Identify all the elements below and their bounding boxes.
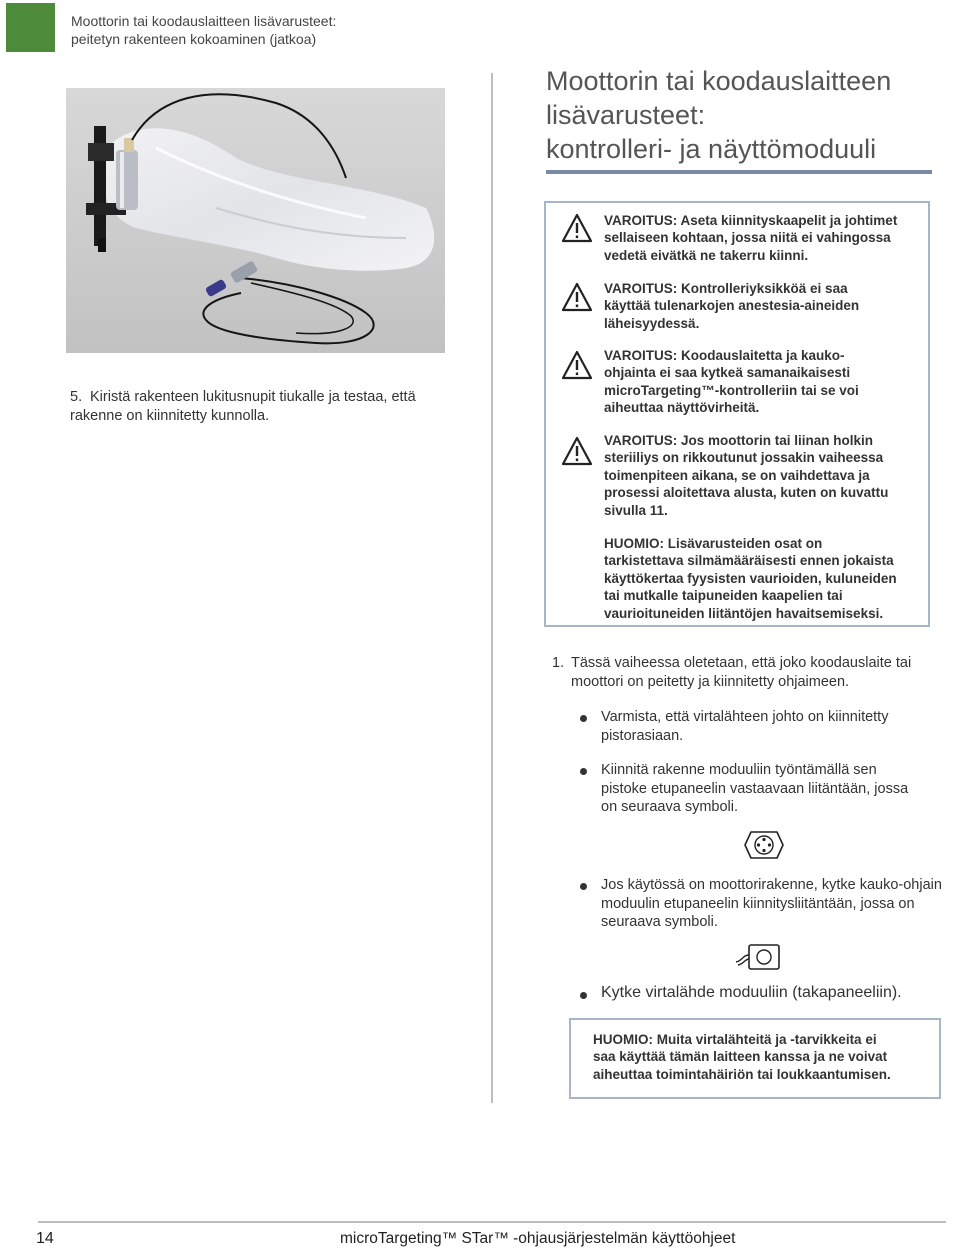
- warning-3-line-4: aiheuttaa näyttövirheitä.: [604, 400, 760, 416]
- section-title-line-3: kontrolleri- ja näyttömoduuli: [546, 134, 877, 164]
- bullet-dot: [580, 992, 587, 999]
- note-power-line-1: HUOMIO: Muita virtalähteitä ja -tarvikkeita ei: [593, 1032, 877, 1047]
- bullet-3-line-2: moduulin etupaneelin kiinnitysliitäntään, jossa on: [601, 895, 915, 912]
- warning-2: [604, 280, 924, 332]
- step-1-number: 1.: [552, 655, 565, 671]
- warning-3: [604, 347, 924, 417]
- warning-2-line-2: käyttää tulenarkojen anestesia-aineiden: [604, 298, 860, 314]
- bullet-dot: [580, 883, 587, 890]
- bullet-dot: [580, 768, 587, 775]
- bullet-2-line-2: pistoke etupaneelin vastaavaan liitäntään, jossa: [601, 780, 909, 797]
- device-connector-symbol-icon: [743, 829, 785, 861]
- warning-4-line-2: steriiliys on rikkoutunut jossakin vaiheessa: [604, 450, 884, 466]
- warning-triangle-icon: [561, 213, 593, 243]
- step-1-line-1: Tässä vaiheessa oletetaan, että joko koodauslaite tai: [571, 655, 912, 671]
- running-header: [71, 12, 431, 48]
- warning-triangle-icon: [561, 350, 593, 380]
- bullet-3: [601, 876, 960, 932]
- warning-3-line-2: ohjainta ei saa kytkeä samanaikaisesti: [604, 365, 851, 381]
- note-power-line-2: saa käyttää tämän laitteen kanssa ja ne voivat: [593, 1049, 888, 1065]
- warning-1-line-1: VAROITUS: Aseta kiinnityskaapelit ja johtimet: [604, 213, 898, 228]
- note-power: [593, 1031, 933, 1083]
- bullet-4-line-1: Kytke virtalähde moduuliin (takapaneeliin).: [601, 984, 902, 1001]
- bullet-2-line-1: Kiinnitä rakenne moduuliin työntämällä sen: [601, 762, 877, 778]
- footer-title: microTargeting™ STar™ -ohjausjärjestelmän käyttöohjeet: [340, 1230, 736, 1247]
- section-title-line-1: Moottorin tai koodauslaitteen: [546, 66, 892, 96]
- step-5-text: Kiristä rakenteen lukitusnupit tiukalle ja testaa, että rakenne on kiinnitetty kunnolla.: [70, 389, 416, 424]
- warning-2-line-3: läheisyydessä.: [604, 315, 700, 331]
- step-5: [70, 388, 430, 426]
- note-inspection-line-1: HUOMIO: Lisävarusteiden osat on: [604, 536, 823, 551]
- note-inspection: [604, 535, 924, 622]
- step-1-line-2: moottori on peitetty ja kiinnitetty ohjaimeen.: [571, 674, 850, 690]
- note-inspection-line-3: käyttökertaa fyysisten vaurioiden, kuluneiden: [604, 570, 897, 586]
- note-inspection-line-4: tai mutkalle taipuneiden kaapelien tai: [604, 588, 843, 604]
- column-divider: [491, 73, 493, 1103]
- warning-4-line-3: toimenpiteen aikana, se on vaihdettava ja: [604, 467, 870, 483]
- assembly-photo: [66, 88, 445, 353]
- warning-4-line-4: prosessi aloitettava alusta, kuten on kuvattu: [604, 485, 889, 501]
- bullet-1-line-1: Varmista, että virtalähteen johto on kiinnitetty: [601, 709, 889, 725]
- warning-1-line-3: vedetä eivätkä ne takerru kiinni.: [604, 247, 809, 263]
- warning-1-line-2: sellaiseen kohtaan, jossa niitä ei vahingossa: [604, 230, 891, 246]
- section-title: [546, 64, 936, 166]
- note-inspection-line-2: tarkistettava silmämääräisesti ennen jokaista: [604, 553, 894, 569]
- page-number: 14: [36, 1230, 54, 1247]
- note-inspection-line-5: vaurioituneiden liitäntöjen havaitsemiseksi.: [604, 605, 884, 621]
- warning-triangle-icon: [561, 436, 593, 466]
- running-header-line-1: Moottorin tai koodauslaitteen lisävarusteet:: [71, 13, 337, 29]
- warning-3-line-1: VAROITUS: Koodauslaitetta ja kauko-: [604, 348, 845, 363]
- note-power-line-3: aiheuttaa toimintahäiriön tai loukkaantumisen.: [593, 1066, 891, 1082]
- remote-control-connector-symbol-icon: [734, 943, 782, 971]
- warning-3-line-3: microTargeting™-kontrolleriin tai se voi: [604, 382, 859, 398]
- bullet-1-line-2: pistorasiaan.: [601, 727, 684, 744]
- section-color-tab: [6, 3, 55, 52]
- bullet-1: [601, 708, 960, 745]
- section-title-line-2: lisävarusteet:: [546, 100, 706, 130]
- warning-2-line-1: VAROITUS: Kontrolleriyksikköä ei saa: [604, 281, 848, 296]
- warning-4-line-1: VAROITUS: Jos moottorin tai liinan holkin: [604, 433, 874, 448]
- title-underline: [546, 170, 932, 174]
- bullet-dot: [580, 715, 587, 722]
- footer-rule: [38, 1221, 946, 1223]
- draped-assembly-illustration: [66, 88, 445, 353]
- running-header-line-2: peitetyn rakenteen kokoaminen (jatkoa): [71, 31, 317, 47]
- bullet-4: [601, 983, 960, 1003]
- warning-1: [604, 212, 924, 264]
- bullet-3-line-3: seuraava symboli.: [601, 914, 718, 930]
- bullet-2: [601, 761, 960, 817]
- warning-4-line-5: sivulla 11.: [604, 502, 668, 518]
- step-5-number: 5.: [70, 389, 83, 405]
- bullet-3-line-1: Jos käytössä on moottorirakenne, kytke kauko-ohjain: [601, 877, 942, 893]
- warning-4: [604, 432, 924, 519]
- bullet-2-line-3: on seuraava symboli.: [601, 799, 739, 815]
- step-1: [552, 654, 952, 692]
- warning-triangle-icon: [561, 282, 593, 312]
